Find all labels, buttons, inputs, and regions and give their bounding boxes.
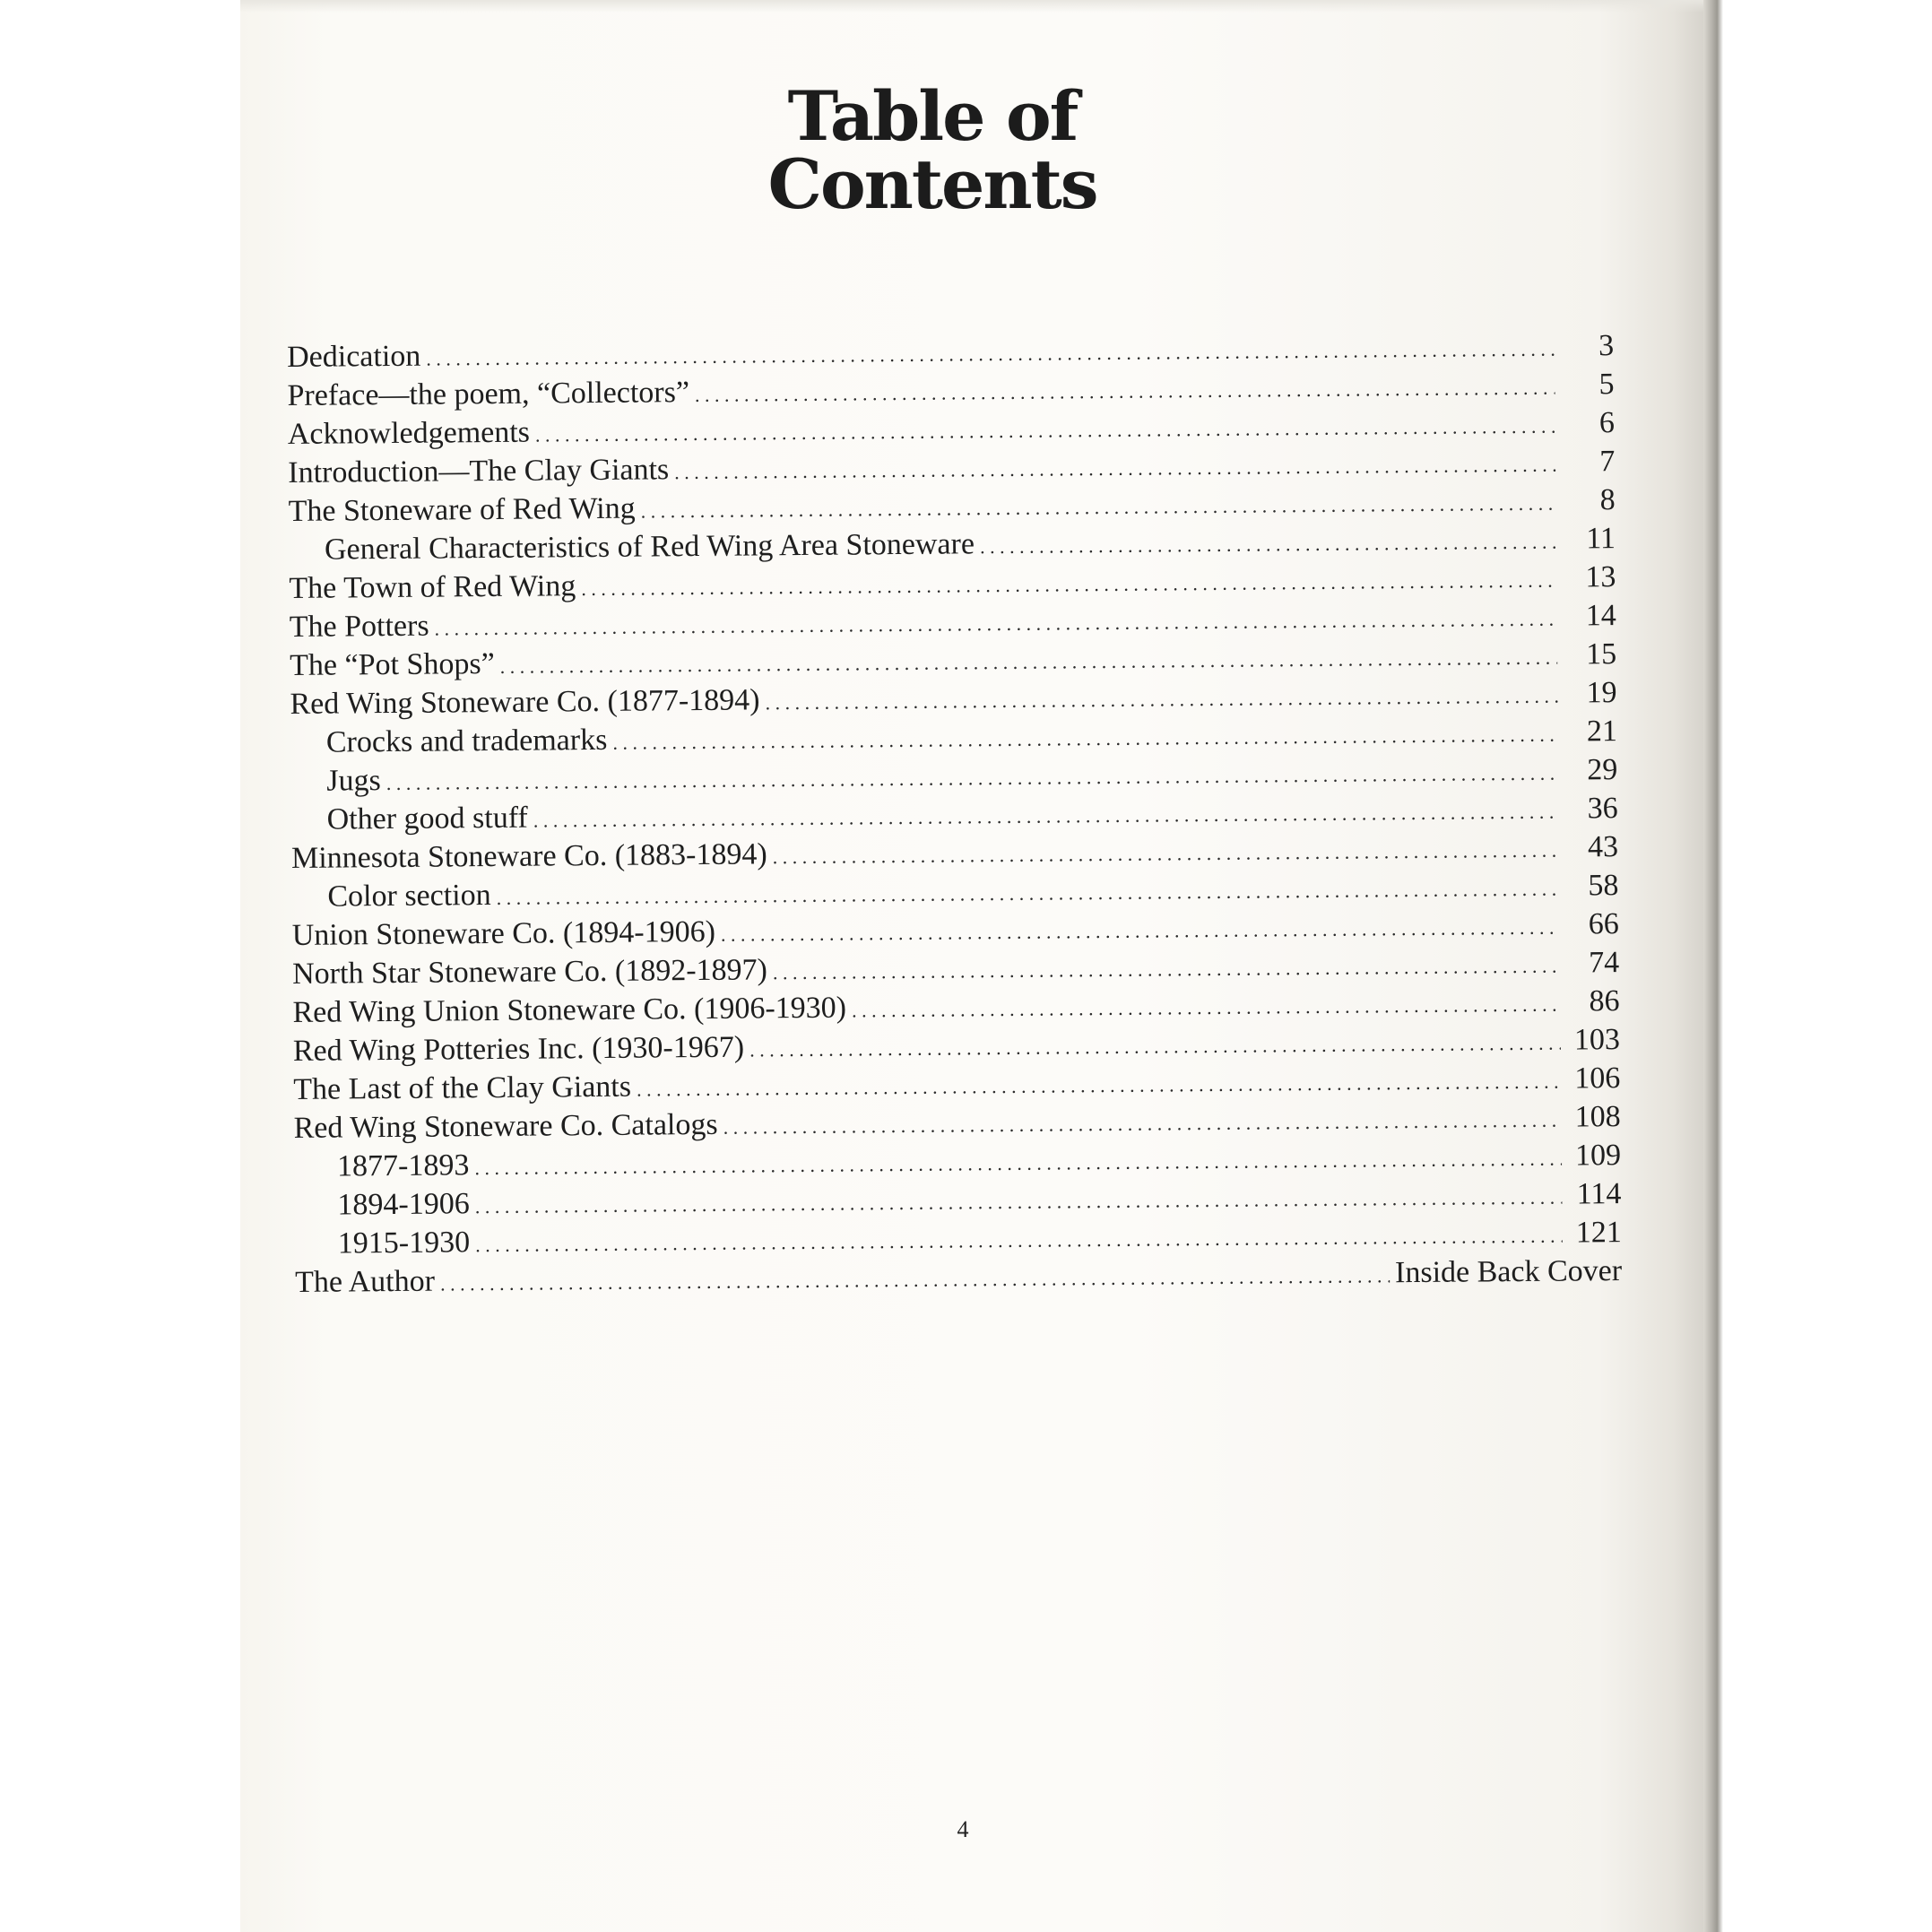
toc-entry-page: 29 bbox=[1587, 753, 1618, 787]
toc-entry-page: 43 bbox=[1587, 830, 1619, 864]
page-top-shadow bbox=[240, 0, 1718, 13]
table-of-contents bbox=[287, 329, 1622, 1304]
toc-entry-page: 14 bbox=[1585, 599, 1616, 633]
toc-dot-leader bbox=[612, 715, 1558, 758]
toc-entry-title: 1877-1893 bbox=[336, 1148, 470, 1183]
toc-entry-page: 13 bbox=[1585, 560, 1616, 594]
toc-entry-title: Minnesota Stoneware Co. (1883-1894) bbox=[290, 837, 767, 875]
toc-entry-page: 106 bbox=[1574, 1061, 1621, 1096]
toc-entry-page: 7 bbox=[1599, 445, 1616, 479]
toc-entry-title: Union Stoneware Co. (1894-1906) bbox=[291, 914, 716, 952]
toc-entry-title: 1915-1930 bbox=[337, 1226, 471, 1261]
toc-entry-page: Inside Back Cover bbox=[1394, 1254, 1623, 1290]
toc-entry-page: 114 bbox=[1576, 1177, 1622, 1211]
toc-dot-leader bbox=[749, 1024, 1561, 1065]
toc-dot-leader bbox=[773, 947, 1561, 988]
toc-entry-title: 1894-1906 bbox=[337, 1187, 470, 1222]
toc-dot-leader bbox=[852, 985, 1561, 1026]
toc-entry-title: The Potters bbox=[289, 609, 429, 644]
toc-dot-leader bbox=[641, 484, 1556, 526]
toc-dot-leader bbox=[637, 1062, 1562, 1105]
page-edge-shadow bbox=[1703, 0, 1723, 1932]
toc-entry-page: 58 bbox=[1588, 869, 1619, 903]
toc-entry-title: General Characteristics of Red Wing Area Stoneware bbox=[324, 527, 975, 567]
toc-entry-page: 5 bbox=[1598, 368, 1615, 402]
toc-entry-title: Red Wing Stoneware Co. Catalogs bbox=[293, 1107, 718, 1145]
toc-dot-leader bbox=[980, 523, 1556, 562]
toc-entry-title: Acknowledgements bbox=[287, 415, 531, 451]
toc-entry-page: 66 bbox=[1588, 907, 1619, 941]
toc-entry-title: Preface—the poem, “Collectors” bbox=[287, 376, 690, 412]
toc-entry-title: North Star Stoneware Co. (1892-1897) bbox=[292, 953, 768, 991]
toc-entry-title: Color section bbox=[327, 879, 491, 914]
toc-entry-title: Red Wing Stoneware Co. (1877-1894) bbox=[290, 683, 760, 721]
toc-entry-page: 86 bbox=[1589, 984, 1620, 1018]
page-title: Table of Contents bbox=[767, 76, 1097, 224]
toc-entry-title: Red Wing Union Stoneware Co. (1906-1930) bbox=[292, 991, 847, 1029]
toc-entry-title: The Stoneware of Red Wing bbox=[288, 491, 636, 528]
toc-entry-page: 21 bbox=[1586, 715, 1618, 749]
toc-entry-title: The “Pot Shops” bbox=[290, 646, 495, 682]
toc-dot-leader bbox=[723, 1101, 1561, 1142]
page-number: 4 bbox=[957, 1816, 969, 1842]
toc-entry-page: 36 bbox=[1587, 792, 1618, 826]
toc-dot-leader bbox=[674, 446, 1555, 488]
toc-entry-page: 6 bbox=[1598, 406, 1616, 440]
toc-entry-page: 11 bbox=[1586, 522, 1616, 556]
toc-entry-page: 8 bbox=[1599, 483, 1616, 517]
toc-entry-title: The Last of the Clay Giants bbox=[293, 1070, 632, 1106]
toc-entry-page: 15 bbox=[1585, 637, 1617, 671]
toc-dot-leader bbox=[695, 368, 1555, 410]
toc-entry-title: Introduction—The Clay Giants bbox=[288, 453, 670, 489]
toc-entry-title: The Author bbox=[295, 1264, 436, 1299]
toc-entry-title: Jugs bbox=[326, 764, 381, 798]
toc-entry-title: Dedication bbox=[287, 339, 421, 374]
toc-entry-page: 19 bbox=[1586, 676, 1617, 710]
toc-dot-leader bbox=[765, 677, 1557, 718]
toc-entry-title: The Town of Red Wing bbox=[289, 569, 576, 605]
toc-entry-title: Crocks and trademarks bbox=[325, 723, 608, 759]
toc-dot-leader bbox=[721, 908, 1560, 949]
toc-entry-page: 109 bbox=[1574, 1139, 1622, 1173]
toc-dot-leader bbox=[581, 561, 1556, 603]
toc-dot-leader bbox=[440, 1256, 1390, 1298]
toc-entry-page: 108 bbox=[1574, 1100, 1621, 1134]
toc-dot-leader bbox=[773, 831, 1560, 872]
toc-entry-page: 121 bbox=[1575, 1216, 1622, 1250]
toc-entry-title: Red Wing Potteries Inc. (1930-1967) bbox=[292, 1030, 745, 1068]
toc-entry-title: Other good stuff bbox=[326, 801, 528, 836]
toc-entry-page: 103 bbox=[1573, 1023, 1621, 1057]
toc-entry-page: 74 bbox=[1588, 946, 1620, 980]
toc-entry-page: 3 bbox=[1598, 329, 1615, 363]
